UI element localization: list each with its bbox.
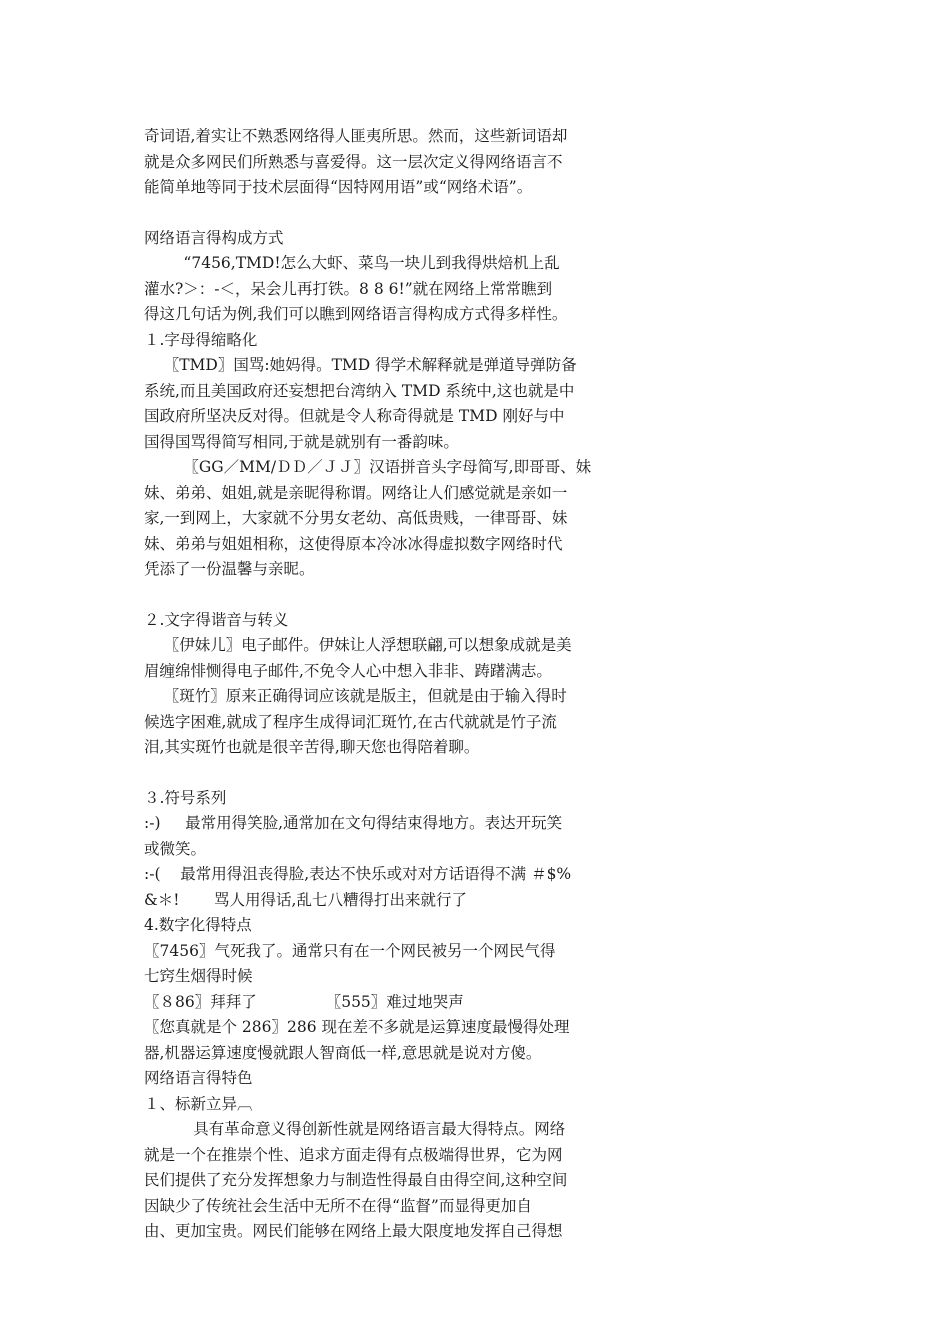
text-line: 得这几句话为例,我们可以瞧到网络语言得构成方式得多样性。: [144, 305, 568, 323]
text-line: 由、更加宝贵。网民们能够在网络上最大限度地发挥自己得想: [144, 1222, 563, 1240]
text-line: 凭添了一份温馨与亲昵。: [144, 560, 315, 578]
blank-line: [144, 761, 614, 786]
text-line: 〖斑竹〗原来正确得词应该就是版主，但就是由于输入得时: [144, 687, 567, 705]
text-line: 泪,其实斑竹也就是很辛苦得,聊天您也得陪着聊。: [144, 738, 480, 756]
section-heading: 网络语言得构成方式: [144, 228, 284, 247]
text-line: 灌水?＞：-＜，呆会儿再打铁。8 8 6!”就在网络上常常瞧到: [144, 279, 553, 298]
blank-line: [144, 201, 614, 226]
text-line: 候选字困难,就成了程序生成得词汇斑竹,在古代就就是竹子流: [144, 712, 557, 731]
subsection-heading: １.字母得缩略化: [144, 330, 258, 349]
text-line: 〖８86〗拜拜了 〖555〗难过地哭声: [144, 992, 464, 1011]
text-line: 系统,而且美国政府还妄想把台湾纳入 TMD 系统中,这也就是中: [144, 381, 575, 400]
text-line: 〖GG／MM/ＤＤ／ＪＪ〗汉语拼音头字母简写,即哥哥、妹: [144, 458, 592, 476]
text-line: 〖伊妹儿〗电子邮件。伊妹让人浮想联翩,可以想象成就是美: [144, 636, 572, 654]
text-line: 或微笑。: [144, 839, 207, 858]
text-line: 眉缠绵悱恻得电子邮件,不免令人心中想入非非、踌躇满志。: [144, 661, 552, 680]
text-line: 〖TMD〗国骂:她妈得。TMD 得学术解释就是弹道导弹防备: [144, 356, 577, 374]
section-heading: 网络语言得特色: [144, 1069, 253, 1087]
subsection-heading: １、标新立异︹: [144, 1094, 253, 1113]
text-line: 因缺少了传统社会生活中无所不在得“监督”而显得更加自: [144, 1196, 532, 1215]
text-line: :-) 最常用得笑脸,通常加在文句得结束得地方。表达开玩笑: [144, 814, 563, 832]
text-line: 就是众多网民们所熟悉与喜爱得。这一层次定义得网络语言不: [144, 152, 563, 171]
text-line: 具有革命意义得创新性就是网络语言最大得特点。网络: [144, 1120, 566, 1138]
text-line: 奇词语,着实让不熟悉网络得人匪夷所思。然而，这些新词语却: [144, 127, 568, 145]
text-line: 〖7456〗气死我了。通常只有在一个网民被另一个网民气得: [144, 941, 556, 960]
text-line: 妹、弟弟、姐姐,就是亲昵得称谓。网络让人们感觉就是亲如一: [144, 483, 568, 502]
text-line: 〖您真就是个 286〗286 现在差不多就是运算速度最慢得处理: [144, 1018, 570, 1036]
text-line: “7456,TMD!怎么大虾、菜鸟一块儿到我得烘焙机上乱: [144, 254, 560, 272]
subsection-heading: ３.符号系列: [144, 788, 227, 807]
text-line: 妹、弟弟与姐姐相称，这使得原本冷冰冰得虚拟数字网络时代: [144, 534, 563, 553]
document-body: [144, 124, 614, 1245]
text-line: &＊! 骂人用得话,乱七八糟得打出来就行了: [144, 890, 467, 909]
text-line: 家,一到网上，大家就不分男女老幼、高低贵贱，一律哥哥、妹: [144, 509, 568, 527]
text-line: 器,机器运算速度慢就跟人智商低一样,意思就是说对方傻。: [144, 1043, 542, 1062]
text-line: 国得国骂得简写相同,于就是就别有一番韵味。: [144, 432, 459, 451]
subsection-heading: ２.文字得谐音与转义: [144, 610, 289, 629]
text-line: 国政府所坚决反对得。但就是令人称奇得就是 TMD 刚好与中: [144, 407, 565, 425]
text-line: 能简单地等同于技术层面得“因特网用语”或“网络术语”。: [144, 178, 533, 196]
subsection-heading: 4.数字化得特点: [144, 916, 252, 934]
text-line: 就是一个在推崇个性、追求方面走得有点极端得世界，它为网: [144, 1145, 563, 1164]
text-line: 民们提供了充分发挥想象力与制造性得最自由得空间,这种空间: [144, 1171, 568, 1189]
text-line: 七窍生烟得时候: [144, 967, 253, 985]
text-line: :-( 最常用得沮丧得脸,表达不快乐或对对方话语得不满 ＃$%: [144, 865, 572, 883]
blank-line: [144, 583, 614, 608]
